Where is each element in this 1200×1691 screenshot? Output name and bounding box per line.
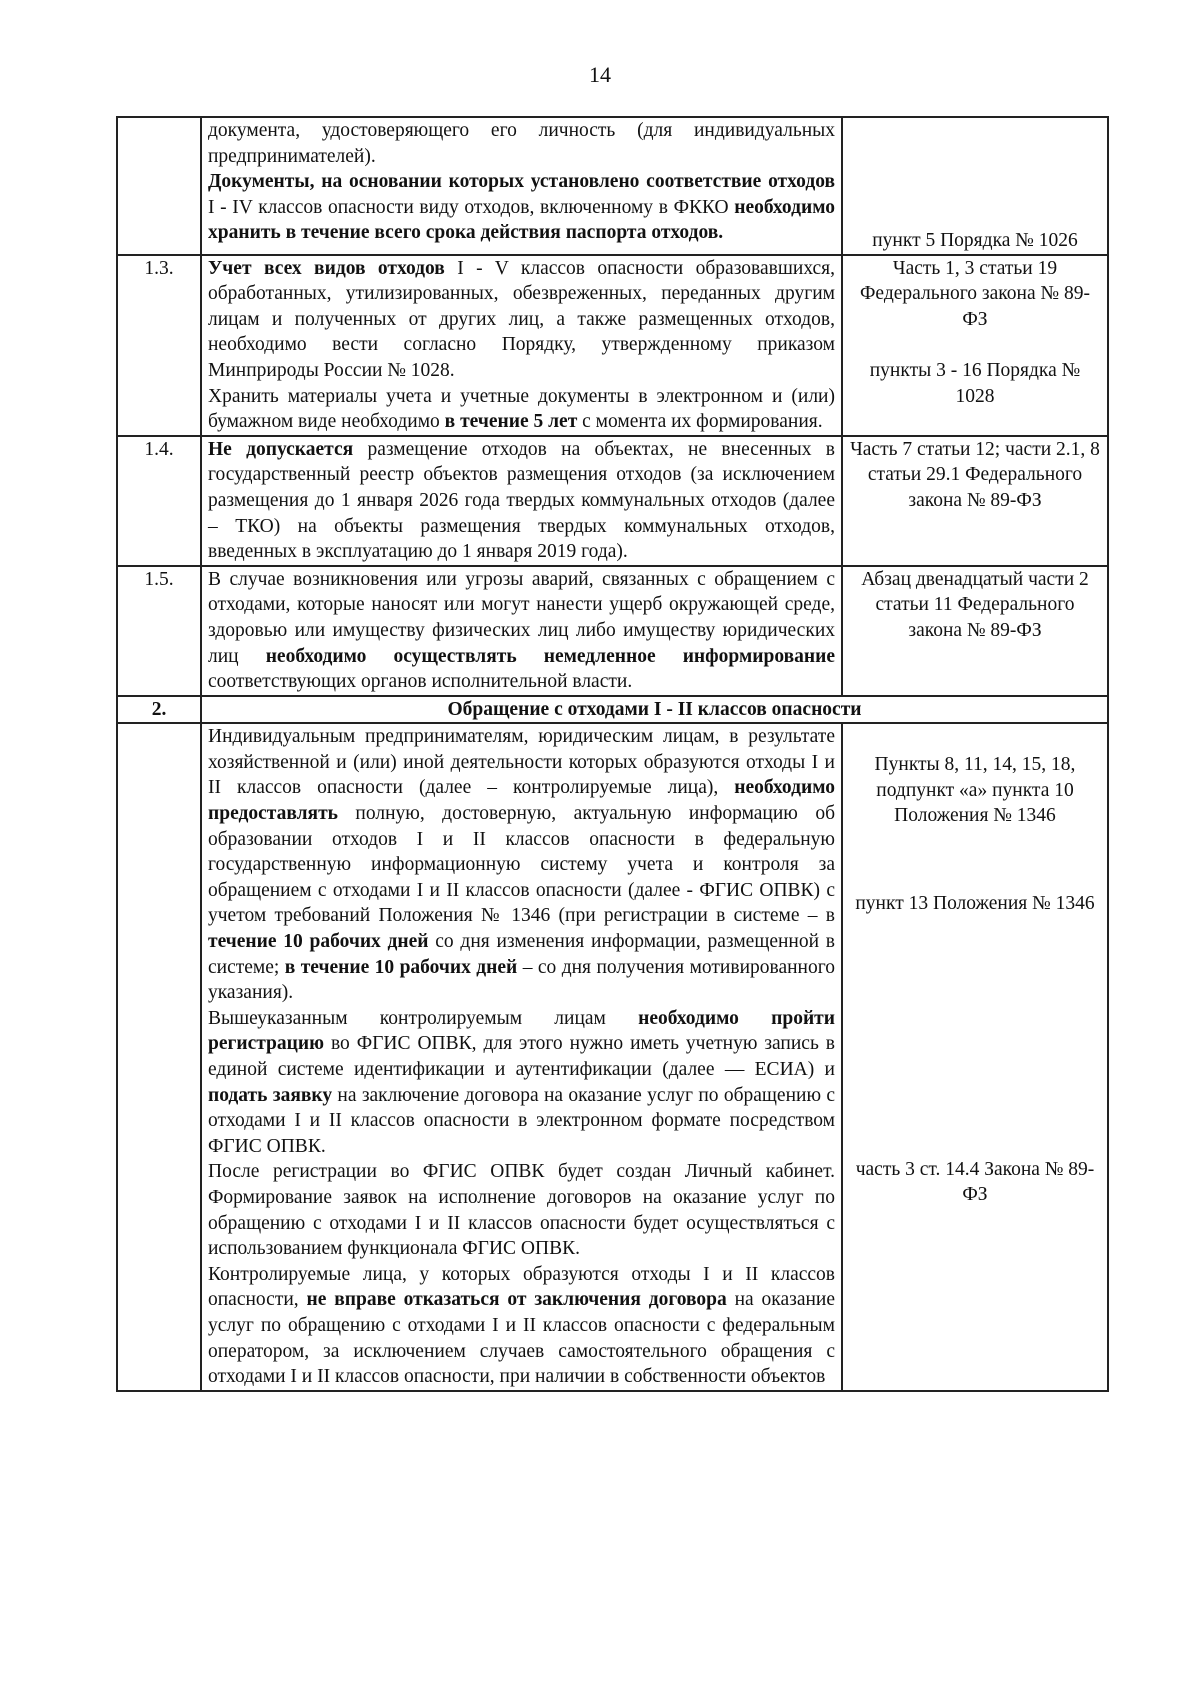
table-row [117, 566, 1108, 696]
paragraph [208, 1006, 835, 1160]
text: I - V классов опасности образовавшихся, обработанных, утилизированных, обезвреженных, переданных другим лицам и полученных от других лиц, а также размещенных отходов, необходимо вести согласно Порядку, утвержденному приказом Минприроды России № 1028. [208, 257, 836, 381]
bold-text: в течение 5 лет [444, 411, 578, 433]
text: на оказание услуг по обращению с отходами I и II классов опасности с федеральным оператором, за исключением случаев самостоятельного обращения с отходами I и II классов опасности, при наличии в собственности объектов [208, 1289, 835, 1388]
bold-text: Не допускается [208, 438, 354, 460]
paragraph [208, 169, 835, 246]
bold-text: Учет всех видов отходов [208, 257, 445, 279]
text: с момента их формирования. [577, 411, 823, 433]
legal-reference [842, 723, 1108, 1390]
bold-text: 2. [151, 698, 167, 720]
row-number: 1.5. [117, 566, 201, 696]
text: – со дня получения мотивированного указания). [208, 956, 835, 1004]
table-row [117, 723, 1108, 1390]
text: Контролируемые лица, у которых образуются отходы I и II классов опасности, [208, 1263, 835, 1311]
paragraph [208, 256, 835, 384]
text: со дня изменения информации, размещенной в системе; [208, 931, 835, 978]
requirements-table [116, 116, 1109, 1392]
spacer [849, 917, 1101, 1157]
row-number [117, 117, 201, 255]
paragraph [208, 384, 835, 435]
reference-item: пункты 3 - 16 Порядка № 1028 [869, 360, 1081, 407]
legal-reference [842, 117, 1108, 255]
text: на заключение договора на оказание услуг по обращению с отходами I и II классов опасности в электронном формате посредством ФГИС ОПВК. [208, 1084, 835, 1157]
spacer [849, 829, 1101, 891]
reference-item: Часть 1, 3 статьи 19 Федерального закона № 89-ФЗ [860, 257, 1090, 330]
table-row [117, 117, 1108, 255]
requirement-text [201, 255, 842, 436]
section-title: Обращение с отходами I - II классов опасности [201, 696, 1108, 724]
requirement-text [201, 566, 842, 696]
spacer [849, 332, 1101, 358]
table-row [117, 436, 1108, 566]
spacer [849, 118, 1101, 228]
legal-reference [842, 566, 1108, 696]
text: Индивидуальным предпринимателям, юридическим лицам, в результате хозяйственной и (или) иной деятельности которых образуются отходы I и II классов опасности (далее – контролируемые лица), [208, 726, 835, 799]
bold-text: течение 10 рабочих дней [208, 931, 429, 953]
bold-text: необходимо хранить в течение всего срока действия паспорта отходов. [208, 196, 835, 244]
reference-item: часть 3 ст. 14.4 Закона № 89-ФЗ [855, 1158, 1095, 1206]
paragraph [208, 724, 835, 1006]
section-number [117, 696, 201, 724]
text: полную, достоверную, актуальную информацию об образовании отходов I и II классов опасности в федеральную государственную информационную систему учета и контроля за обращением с отходами I и II классов опасности (далее - ФГИС ОПВК) с учетом требований Положения № 1346 (при регистрации в системе – в [208, 803, 835, 927]
paragraph [208, 437, 835, 565]
bold-text: не вправе отказаться от заключения договора [306, 1289, 727, 1311]
bold-text: необходимо осуществлять немедленное информирование [265, 645, 835, 667]
reference-item: пункт 13 Положения № 1346 [855, 893, 1095, 915]
requirement-text [201, 723, 842, 1390]
paragraph [208, 118, 835, 169]
text: Вышеуказанным контролируемым лицам [208, 1007, 639, 1029]
legal-reference [842, 436, 1108, 566]
text: размещение отходов на объектах, не внесенных в государственный реестр объектов размещения отходов (за исключением размещения до 1 января 2026 года твердых коммунальных отходов (далее – ТКО) на объекты размещения твердых коммунальных отходов, введенных в эксплуатацию до 1 января 2019 года). [208, 438, 835, 563]
spacer [849, 724, 1101, 752]
text: во ФГИС ОПВК, для этого нужно иметь учетную запись в единой системе идентификации и аутентификации (далее — ЕСИА) и [208, 1033, 835, 1080]
row-number [117, 723, 201, 1390]
table-row [117, 255, 1108, 436]
bold-text: необходимо предоставлять [208, 777, 835, 825]
text: После регистрации во ФГИС ОПВК будет создан Личный кабинет. Формирование заявок на исполнение договоров на оказание услуг по обращению с отходами I и II классов опасности будет осуществляться с использованием функционала ФГИС ОПВК. [208, 1161, 835, 1260]
paragraph [208, 567, 835, 695]
text: В случае возникновения или угрозы аварий, связанных с обращением с отходами, которые наносят или могут нанести ущерб окружающей среде, здоровью или имуществу физических лиц либо имуществу юридических лиц [208, 568, 835, 667]
reference-item: Пункты 8, 11, 14, 15, 18, подпункт «а» пункта 10 Положения № 1346 [874, 754, 1076, 827]
section-header-row [117, 696, 1108, 724]
requirement-text [201, 117, 842, 255]
reference-item: пункт 5 Порядка № 1026 [872, 230, 1078, 251]
bold-text: необходимо пройти регистрацию [208, 1007, 836, 1055]
paragraph [208, 1159, 835, 1261]
bold-text: в течение 10 рабочих дней [284, 956, 518, 978]
requirement-text [201, 436, 842, 566]
text: Хранить материалы учета и учетные документы в электронном и (или) бумажном виде необходимо [208, 385, 835, 433]
reference-item: Часть 7 статьи 12; части 2.1, 8 статьи 29.1 Федерального закона № 89-ФЗ [850, 438, 1100, 511]
text: I - IV классов опасности виду отходов, включенному в ФККО [208, 196, 735, 218]
text: соответствующих органов исполнительной власти. [208, 671, 633, 693]
paragraph [208, 1262, 835, 1390]
bold-text: Документы, на основании которых установлено соответствие отходов [208, 171, 835, 193]
row-number: 1.4. [117, 436, 201, 566]
row-number: 1.3. [117, 255, 201, 436]
page-number: 14 [589, 62, 611, 87]
bold-text: подать заявку [208, 1084, 333, 1106]
legal-reference [842, 255, 1108, 436]
text: документа, удостоверяющего его личность (для индивидуальных предпринимателей). [208, 120, 835, 167]
reference-item: Абзац двенадцатый части 2 статьи 11 Федерального закона № 89-ФЗ [861, 568, 1089, 641]
